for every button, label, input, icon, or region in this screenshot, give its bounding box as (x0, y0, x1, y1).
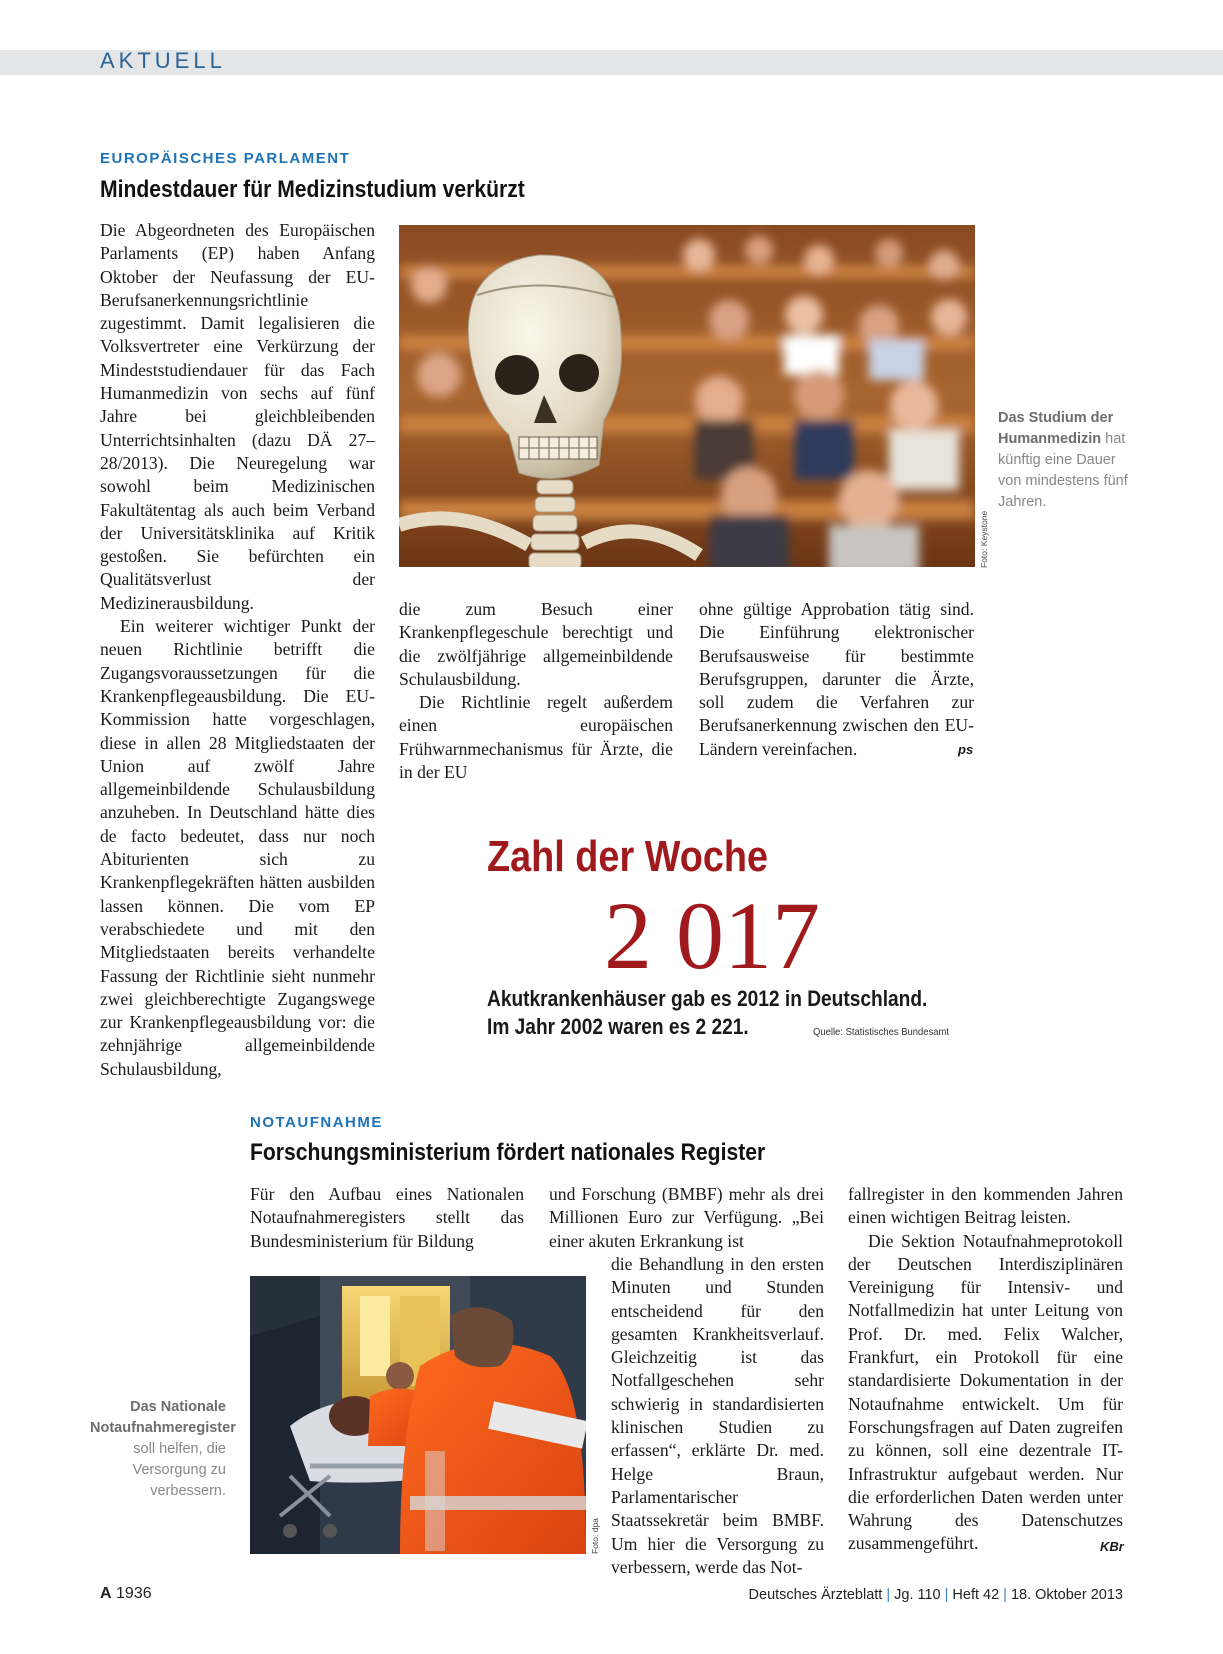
article1-paragraph: Die Richtlinie regelt außerdem einen europäischen Frühwarnmechanismus für Ärzte, die in der EU (399, 692, 673, 783)
article2-caption (90, 1397, 236, 1502)
number-of-the-week-title: Zahl der Woche (487, 832, 769, 881)
journal-volume: Jg. 110 (894, 1587, 941, 1603)
page-number (100, 1585, 152, 1603)
article1-photo-credit: Foto: Keystone (979, 510, 989, 568)
article1-paragraph: die zum Besuch einer Krankenpflegeschule berechtigt und die zwölfjährige allgemeinbildende Schulausbildung. (399, 599, 673, 689)
article1-caption-bold: Das Studium der Humanmedizin (998, 410, 1114, 447)
article1-column-1 (100, 219, 375, 1081)
journal-footer: Deutsches Ärzteblatt | Jg. 110 | Heft 42 | 18. Oktober 2013 (748, 1587, 1123, 1603)
article1-paragraph: Die Abgeordneten des Europäischen Parlaments (EP) haben Anfang Oktober der Neufassung der EU-Berufsanerkennungsrichtlinie zugestimmt. Damit legalisieren die Volksvertreter eine Verkürzung der Mindeststudiendauer für das Fach Humanmedizin von sechs auf fünf Jahre bei gleichbleibenden Unterrichtsinhalten (dazu DÄ 27–28/2013). Die Neuregelung war sowohl beim Medizinischen Fakultätentag als auch beim Verband der Universitätsklinika auf Kritik gestoßen. Sie befürchten ein Qualitätsverlust der Medizinerausbildung. (100, 220, 375, 613)
article2-paragraph: Die Sektion Notaufnahmeprotokoll der Deutschen Interdisziplinären Vereinigung für Intensiv- und Notfallmedizin hat unter Leitung von Prof. Dr. med. Felix Walcher, Frankfurt, ein Protokoll für eine standardisierte Dokumentation in der Notaufnahme entwickelt. Um für Forschungsfragen auf Daten zugreifen zu können, soll eine dezentrale IT-Infrastruktur aufgebaut werden. Nur die erforderlichen Daten werden unter Wahrung des Datenschutzes zusammengeführt. (848, 1230, 1123, 1554)
number-of-the-week-value: 2 017 (604, 882, 820, 989)
number-of-the-week-line-1: Akutkrankenhäuser gab es 2012 in Deutschland. (487, 986, 928, 1011)
article1-paragraph: Ein weiterer wichtiger Punkt der neuen Richtlinie betrifft die Zugangsvoraussetzungen für die Krankenpflegeausbildung. Die EU-Kommission hatte vorgeschlagen, diese in allen 28 Mitgliedstaaten der Union auf zwölf Jahre allgemeinbildende Schulausbildung anzuheben. In Deutschland hätte dies de facto bedeutet, dass nur noch Abiturienten sich zu Krankenpflegekräften hätten ausbilden lassen können. Die vom EP verabschiedete und mit den Mitgliedstaaten bereits verhandelte Fassung der Richtlinie sieht nunmehr zwei gleichberechtigte Zugangswege zur Krankenpflegeausbildung vor: die zehnjährige allgemeinbildende Schulausbildung, (100, 616, 375, 1079)
page-prefix: A (100, 1585, 112, 1602)
journal-issue: Heft 42 (952, 1587, 1000, 1603)
article2-paragraph: fallregister in den kommenden Jahren einen wichtigen Beitrag leisten. (848, 1184, 1123, 1228)
article2-column-1 (250, 1183, 524, 1253)
article2-paragraph: Für den Aufbau eines Nationalen Notaufnahmeregisters stellt das Bundesministerium für Bildung (250, 1184, 524, 1251)
article1-headline: Mindestdauer für Medizinstudium verkürzt (100, 176, 525, 203)
article2-column-2-wrap (611, 1253, 824, 1579)
page-number-value: 1936 (116, 1585, 152, 1602)
article2-column-3 (848, 1183, 1123, 1556)
article2-kicker: NOTAUFNAHME (250, 1114, 383, 1131)
article1-column-3 (699, 598, 974, 761)
article2-paragraph: die Behandlung in den ersten Minuten und Stunden entscheidend für den gesamten Krankheitsverlauf. Gleichzeitig ist das Notfallgeschehen sehr schwierig in standardisierten klinischen Studien zu erfassen“, erklärte Dr. med. Helge Braun, Parlamentarischer Staatssekretär beim BMBF. Um hier die Versorgung zu verbessern, werde das Not- (611, 1254, 824, 1577)
article2-caption-bold: Das Nationale Notaufnahmeregister (90, 1399, 236, 1436)
article1-caption (998, 408, 1130, 513)
article2-paragraph: und Forschung (BMBF) mehr als drei Millionen Euro zur Verfügung. „Bei einer akuten Erkrankung ist (549, 1184, 824, 1251)
number-of-the-week-line-2: Im Jahr 2002 waren es 2 221. (487, 1014, 749, 1039)
article2-caption-text: soll helfen, die Versorgung zu verbessern. (132, 1441, 226, 1499)
emergency-stretcher-photo (250, 1276, 586, 1554)
section-label: AKTUELL (100, 48, 226, 73)
article2-headline: Forschungsministerium fördert nationales Register (250, 1139, 766, 1166)
article1-caption-text: hat künftig eine Dauer von mindestens fünf Jahren. (998, 431, 1128, 510)
article1-kicker: EUROPÄISCHES PARLAMENT (100, 150, 351, 167)
article2-photo-credit: Foto: dpa (590, 1518, 600, 1554)
article1-signature: ps (958, 742, 974, 757)
journal-name: Deutsches Ärzteblatt (748, 1587, 883, 1603)
skeleton-lecture-hall-photo (399, 225, 975, 567)
article1-column-2 (399, 598, 673, 784)
article2-column-2-top (549, 1183, 824, 1253)
article2-signature: KBr (1100, 1539, 1124, 1554)
journal-date: 18. Oktober 2013 (1010, 1587, 1123, 1603)
number-of-the-week-source: Quelle: Statistisches Bundesamt (813, 1026, 950, 1038)
article1-paragraph: ohne gültige Approbation tätig sind. Die Einführung elektronischer Berufsausweise für bestimmte Berufsgruppen, darunter die Ärzte, soll zudem die Verfahren zur Berufsanerkennung zwischen den EU-Ländern vereinfachen. (699, 599, 974, 759)
